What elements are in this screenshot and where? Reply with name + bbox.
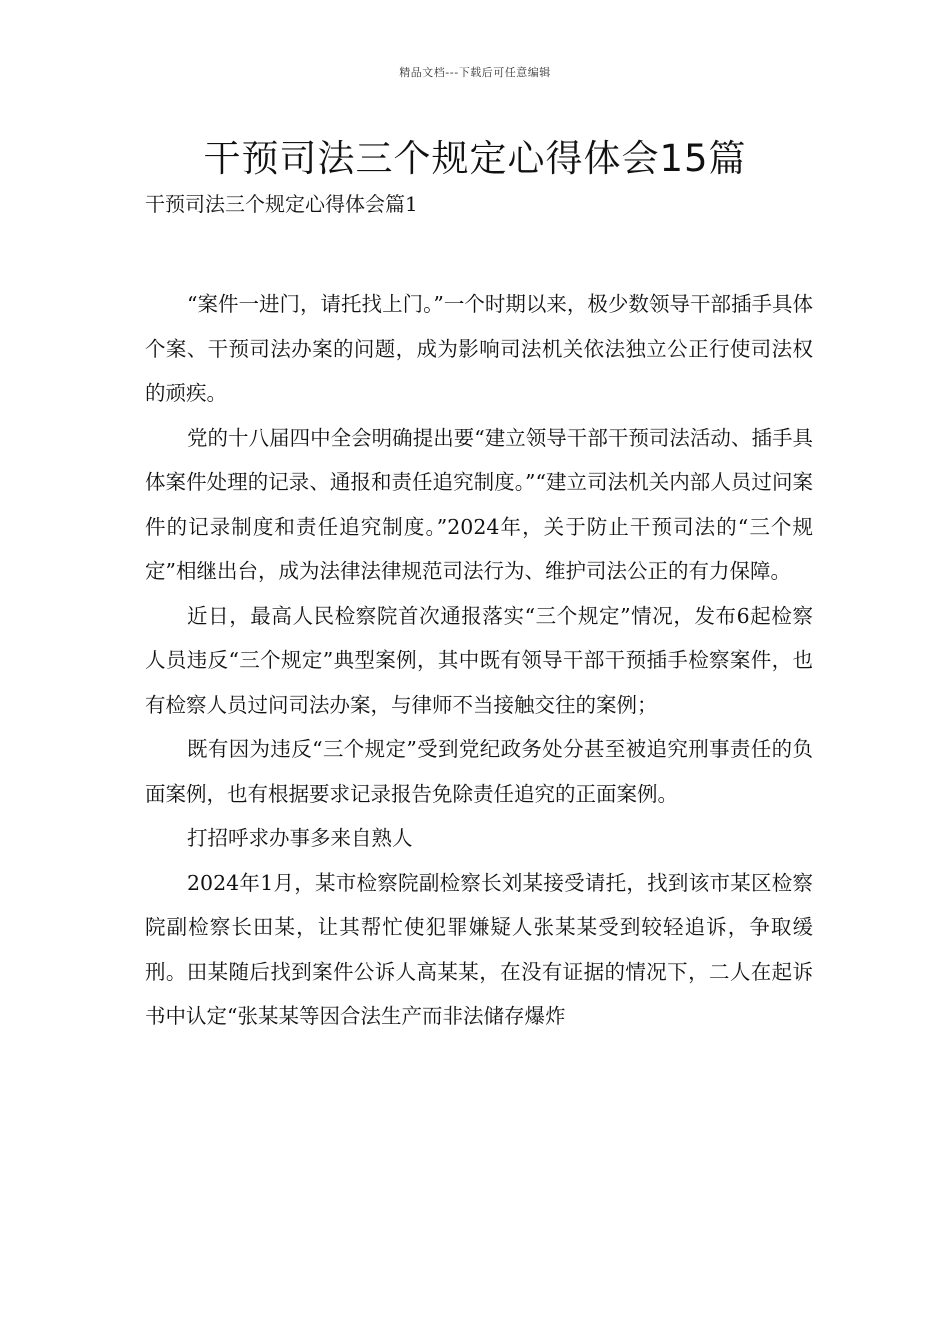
paragraph: 党的十八届四中全会明确提出要“建立领导干部干预司法活动、插手具体案件处理的记录、通报和责任追究制度。”“建立司法机关内部人员过问案件的记录制度和责任追究制度。”2024年，关于防止干预司法的“三个规定”相继出台，成为法律法律规范司法行为、维护司法公正的有力保障。 bbox=[145, 425, 813, 583]
paragraph: 近日，最高人民检察院首次通报落实“三个规定”情况，发布6起检察人员违反“三个规定”典型案例，其中既有领导干部干预插手检察案件，也有检察人员过问司法办案，与律师不当接触交往的案例； bbox=[145, 603, 813, 717]
body-text bbox=[145, 282, 813, 1039]
paragraph: “案件一进门，请托找上门。”一个时期以来，极少数领导干部插手具体个案、干预司法办案的问题，成为影响司法机关依法独立公正行使司法权的顽疾。 bbox=[145, 292, 813, 405]
paragraph: 2024年1月，某市检察院副检察长刘某接受请托，找到该市某区检察院副检察长田某，让其帮忙使犯罪嫌疑人张某某受到较轻追诉，争取缓刑。田某随后找到案件公诉人高某某，在没有证据的情况下，二人在起诉书中认定“张某某等因合法生产而非法储存爆炸 bbox=[145, 870, 813, 1028]
document-title: 干预司法三个规定心得体会15篇 bbox=[203, 137, 747, 180]
header-note: 精品文档---下载后可任意编辑 bbox=[399, 66, 551, 79]
paragraph: 既有因为违反“三个规定”受到党纪政务处分甚至被追究刑事责任的负面案例，也有根据要求记录报告免除责任追究的正面案例。 bbox=[145, 737, 813, 806]
paragraph: 打招呼求办事多来自熟人 bbox=[187, 826, 413, 850]
section-subtitle: 干预司法三个规定心得体会篇1 bbox=[145, 192, 418, 216]
